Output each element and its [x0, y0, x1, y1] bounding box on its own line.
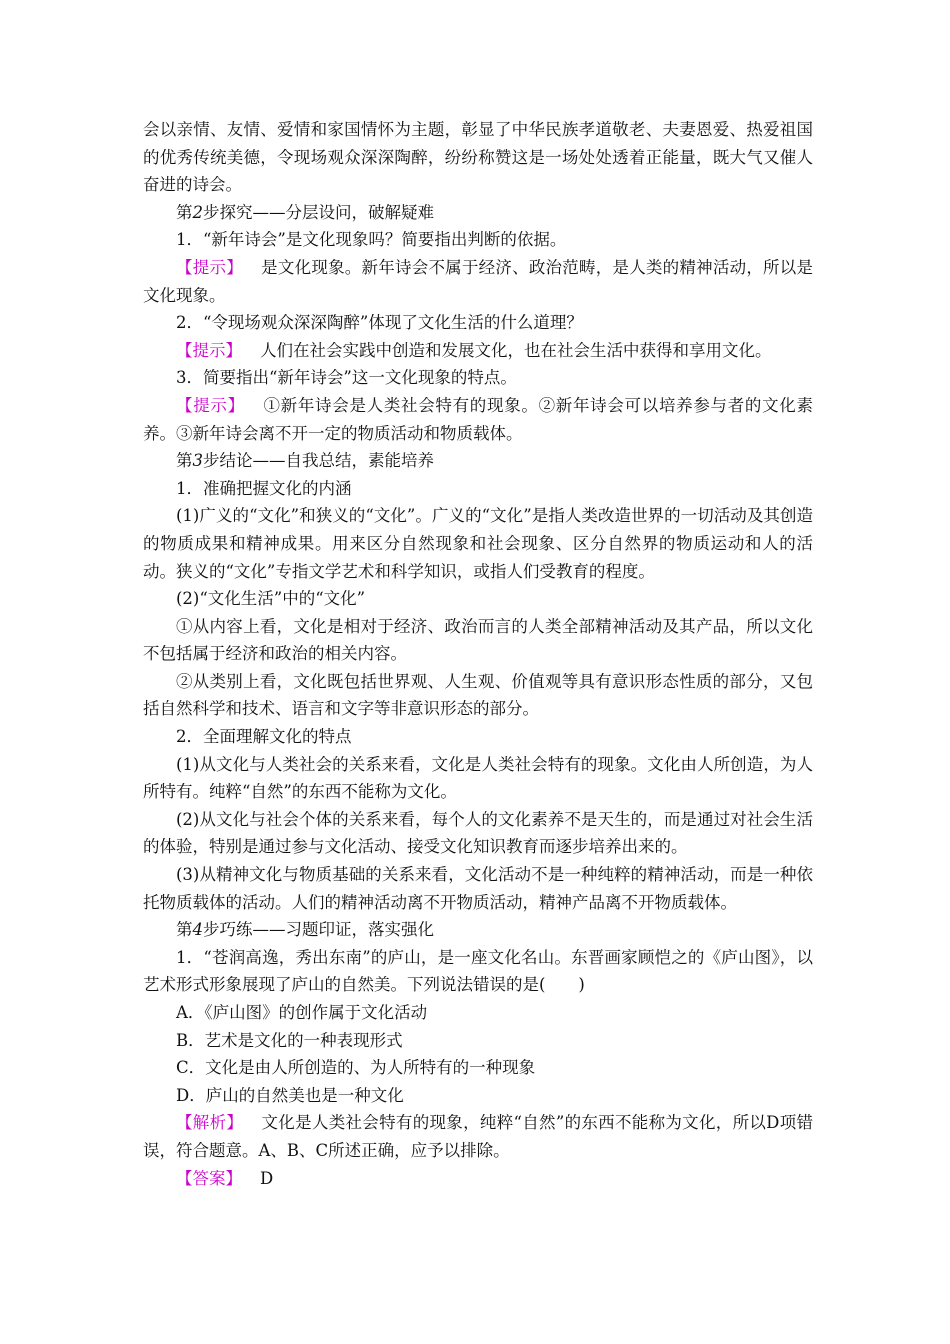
step3-subheading-2: 2．全面理解文化的特点	[176, 727, 352, 747]
step3-paragraph-3: ①从内容上看，文化是相对于经济、政治而言的人类全部精神活动及其产品，所以文化不包括属于经济和政治的相关内容。	[143, 616, 813, 664]
option-a: A．《庐山图》的创作属于文化活动	[176, 1003, 428, 1022]
hint-tag: 【提示】	[176, 395, 245, 415]
hint-tag: 【提示】	[176, 257, 243, 277]
option-d: D．庐山的自然美也是一种文化	[176, 1085, 404, 1105]
step-number: 2	[192, 202, 203, 222]
step3-heading	[143, 447, 813, 475]
hint-text: ①新年诗会是人类社会特有的现象。②新年诗会可以培养参与者的文化素养。③新年诗会离不开一定的物质活动和物质载体。	[143, 395, 814, 443]
step-prefix: 第	[176, 451, 193, 471]
step3-paragraph-4: ②从类别上看，文化既包括世界观、人生观、价值观等具有意识形态性质的部分，又包括自然科学和技术、语言和文字等非意识形态的部分。	[143, 671, 813, 719]
intro-paragraph: 会以亲情、友情、爱情和家国情怀为主题，彰显了中华民族孝道敬老、夫妻恩爱、热爱祖国的优秀传统美德，令现场观众深深陶醉，纷纷称赞这是一场处处透着正能量，既大气又催人奋进的诗会。	[143, 120, 813, 195]
step-number: 4	[192, 920, 203, 940]
step3-subheading-1: 1．准确把握文化的内涵	[176, 478, 352, 498]
answer-tag: 【答案】	[176, 1168, 242, 1188]
hint-text: 人们在社会实践中创造和发展文化，也在社会生活中获得和享用文化。	[260, 340, 772, 360]
step3-paragraph-6: (2)从文化与社会个体的关系来看，每个人的文化素养不是天生的，而是通过对社会生活的体验，特别是通过参与文化活动、接受文化知识教育而逐步培养出来的。	[143, 809, 813, 857]
step4-heading	[143, 916, 813, 944]
option-c: C．文化是由人所创造的、为人所特有的一种现象	[176, 1058, 536, 1078]
step2-heading	[143, 199, 813, 227]
analysis-text: 文化是人类社会特有的现象，纯粹“自然”的东西不能称为文化，所以D项错误，符合题意。A、B、C所述正确，应予以排除。	[143, 1113, 813, 1160]
answer-text: D	[260, 1168, 274, 1188]
step2-question-1: 1．“新年诗会”是文化现象吗？简要指出判断的依据。	[176, 230, 567, 250]
step2-question-3: 3．简要指出“新年诗会”这一文化现象的特点。	[176, 368, 517, 388]
step-title: 步巧练——习题印证，落实强化	[203, 920, 434, 940]
analysis-tag: 【解析】	[176, 1113, 244, 1133]
document-page	[143, 116, 813, 1192]
option-b: B．艺术是文化的一种表现形式	[176, 1030, 403, 1050]
step2-hint-2	[143, 337, 813, 365]
hint-text: 是文化现象。新年诗会不属于经济、政治范畴，是人类的精神活动，所以是文化现象。	[143, 257, 814, 305]
step2-hint-3	[143, 392, 813, 447]
step4-analysis	[143, 1109, 813, 1164]
step4-question: 1．“苍润高逸，秀出东南”的庐山，是一座文化名山。东晋画家顾恺之的《庐山图》，以艺术形式形象展现了庐山的自然美。下列说法错误的是( )	[143, 947, 813, 995]
step-prefix: 第	[176, 920, 193, 940]
step3-paragraph-5: (1)从文化与人类社会的关系来看，文化是人类社会特有的现象。文化由人所创造，为人所特有。纯粹“自然”的东西不能称为文化。	[143, 754, 813, 802]
step3-paragraph-7: (3)从精神文化与物质基础的关系来看，文化活动不是一种纯粹的精神活动，而是一种依托物质载体的活动。人们的精神活动离不开物质活动，精神产品离不开物质载体。	[143, 865, 813, 912]
step-prefix: 第	[176, 202, 193, 222]
step-title: 步结论——自我总结，素能培养	[203, 451, 434, 471]
step-number: 3	[192, 451, 203, 471]
step4-answer	[143, 1165, 813, 1193]
step3-paragraph-2: (2)“文化生活”中的“文化”	[176, 589, 366, 609]
step2-question-2: 2．“令现场观众深深陶醉”体现了文化生活的什么道理？	[176, 313, 583, 333]
step-title: 步探究——分层设问，破解疑难	[203, 202, 434, 222]
step2-hint-1	[143, 254, 813, 309]
step3-paragraph-1: (1)广义的“文化”和狭义的“文化”。广义的“文化”是指人类改造世界的一切活动及其创造的物质成果和精神成果。用来区分自然现象和社会现象、区分自然界的物质运动和人的活动。狭义的“文化”专指文学艺术和科学知识，或指人们受教育的程度。	[143, 506, 813, 581]
hint-tag: 【提示】	[176, 340, 242, 360]
